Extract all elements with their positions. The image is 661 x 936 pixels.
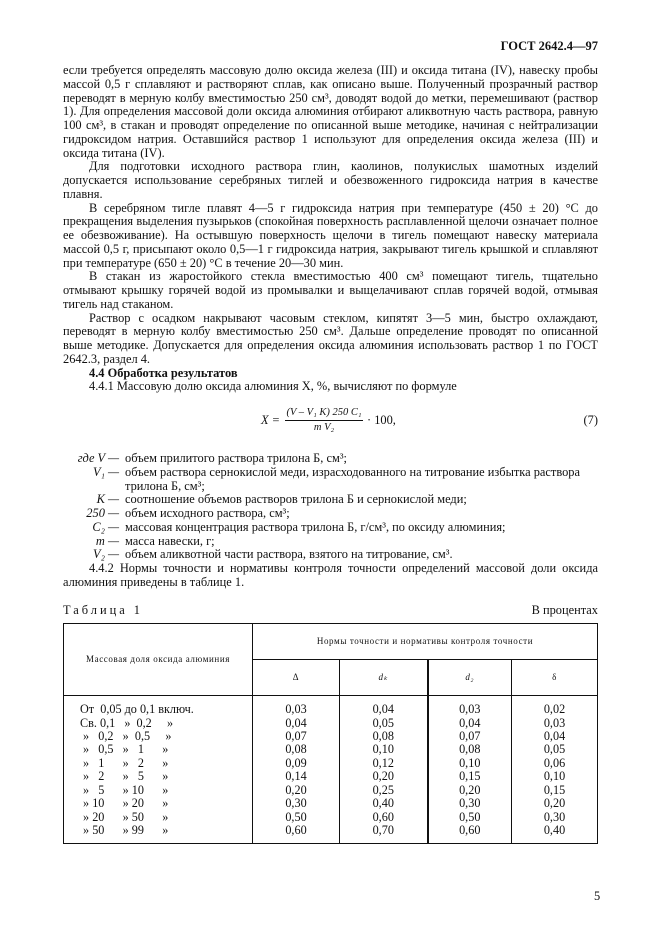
range-column: От 0,05 до 0,1 включ. Св. 0,1 » 0,2 » » 0,2 » 0,5 » » 0,5 » 1 » » 1 » 2 » » 2 » 5 » » 5 » 10 » » 10 » 20 » » 20 » 50 » » 50 » 99 » [64, 696, 253, 844]
legend-text: соотношение объемов растворов трилона Б и сернокислой меди; [125, 492, 467, 507]
column-header-d2: d₂ [428, 660, 512, 696]
legend-symbol: V₂ — [93, 547, 119, 562]
legend-text: объем раствора сернокислой меди, израсходованного на титрование избытка раствора трилона Б, см³; [125, 464, 581, 493]
legend-symbol: m — [95, 533, 119, 548]
formula-numerator: (V – V₁ K) 250 C₁ [285, 406, 363, 421]
d2-column: 0,03 0,04 0,07 0,08 0,10 0,15 0,20 0,30 0,50 0,60 [428, 696, 512, 844]
legend-symbol: 250 — [86, 506, 119, 520]
formula-denominator: m V₂ [313, 422, 335, 433]
column-header-small-delta: δ [512, 660, 598, 696]
table-caption: Таблица 1 [63, 602, 143, 617]
paragraph: если требуется определять массовую долю оксида железа (III) и оксида титана (IV), навеску пробы массой 0,5 г сплавляют и растворяют сплав, как описано выше. Полученный прозрачный раствор переводят в мерную колбу вместимостью 250 см³, доводят водой до метки, перемешивают (раствор 1). Для определения массовой доли оксида алюминия отбирают аликвотную часть раствора, равную 100 см³, в стакан и проводят определение по описанной выше методике, начиная с нейтрализации гидроксидом натрия. Оставшийся раствор 1 используют для определения оксида железа (III) и оксида титана (IV). [63, 63, 598, 160]
paragraph: В серебряном тигле плавят 4—5 г гидроксида натрия при температуре (450 ± 20) °С до прекращения выделения пузырьков (спокойная поверхность расплавленной щелочи означает полное ее обезвоживание). На остывшую поверхность щелочи в тигель помещают навеску материала массой 0,5 г, присыпают около 0,5—1 г гидроксида натрия, закрывают тигель крышкой и сплавляют при температуре (650 ± 20) °С в течение 20—30 мин. [63, 200, 598, 270]
page-number: 5 [594, 889, 601, 903]
table-body-row [64, 696, 598, 844]
column-group-header: Нормы точности и нормативы контроля точности [253, 624, 598, 660]
section-title: 4.4 Обработка результатов [89, 365, 238, 380]
legend-symbol: C₂ — [92, 519, 119, 534]
table-caption-row [63, 604, 598, 618]
formula [63, 400, 598, 452]
legend-symbol: K — [96, 492, 119, 507]
formula-fraction [285, 406, 363, 435]
legend-text: объем аликвотной части раствора, взятого на титрование, см³. [125, 547, 453, 562]
document-body [63, 64, 598, 844]
legend-symbol: V₁ — [93, 464, 119, 479]
paragraph: Для подготовки исходного раствора глин, каолинов, полукислых шамотных изделий допускается использование серебряных тиглей и обезвоженного гидроксида натрия в качестве плавня. [63, 159, 598, 201]
column-header-range: Массовая доля оксида алюминия [64, 624, 253, 696]
legend-text: масса навески, г; [125, 533, 215, 548]
formula-lhs: X = [261, 413, 281, 427]
paragraph: Раствор с осадком накрывают часовым стеклом, кипятят 3—5 мин, быстро охлаждают, переводят в мерную колбу вместимостью 250 см³. Дальше определение проводят по описанной выше методике. Допускается для определения оксида алюминия использовать раствор 1 по ГОСТ 2642.3, раздел 4. [63, 310, 598, 366]
column-header-delta: Δ [253, 660, 340, 696]
table-units: В процентах [531, 602, 598, 617]
precision-table [63, 623, 598, 844]
column-header-dk: dₖ [340, 660, 428, 696]
document-header: ГОСТ 2642.4—97 [500, 39, 598, 53]
formula-number: (7) [583, 413, 598, 427]
legend-symbol: где V — [77, 451, 119, 465]
dk-column: 0,04 0,05 0,08 0,10 0,12 0,20 0,25 0,40 0,60 0,70 [340, 696, 428, 844]
formula-legend [63, 452, 598, 562]
clause-4-4-1: 4.4.1 Массовую долю оксида алюминия X, %, вычисляют по формуле [89, 379, 457, 394]
legend-text: объем исходного раствора, см³; [125, 506, 290, 520]
delta-column: 0,03 0,04 0,07 0,08 0,09 0,14 0,20 0,30 0,50 0,60 [253, 696, 340, 844]
legend-text: массовая концентрация раствора трилона Б, г/см³, по оксиду алюминия; [125, 519, 506, 534]
paragraph: В стакан из жаростойкого стекла вместимостью 400 см³ помещают тигель, тщательно отмывают крышку горячей водой из промывалки и выщелачивают сплав горячей водой, отмывая тигель над стаканом. [63, 269, 598, 311]
small-delta-column: 0,02 0,03 0,04 0,05 0,06 0,10 0,15 0,20 0,30 0,40 [512, 696, 598, 844]
legend-text: объем прилитого раствора трилона Б, см³; [125, 451, 347, 465]
formula-tail: · 100, [367, 413, 396, 427]
clause-4-4-2: 4.4.2 Нормы точности и нормативы контроля точности определений массовой доли оксида алюминия приведены в таблице 1. [63, 561, 598, 589]
